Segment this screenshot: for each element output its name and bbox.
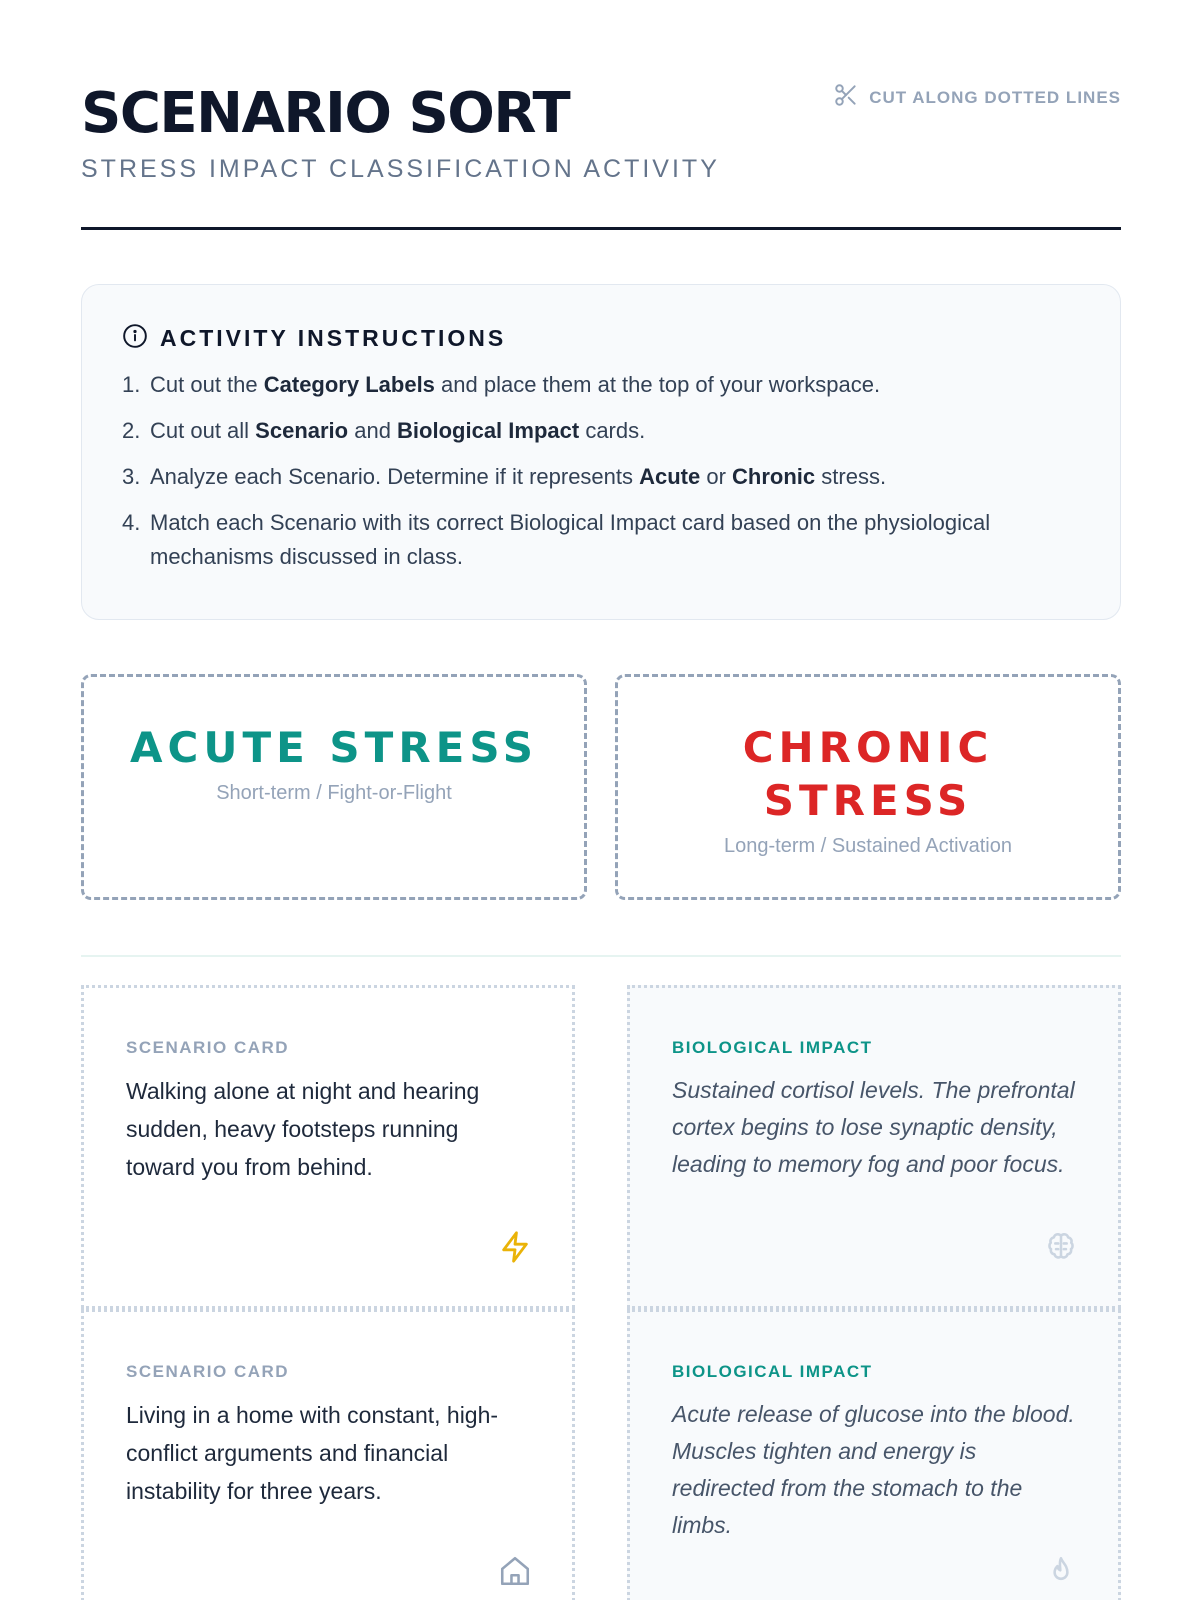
instructions-header xyxy=(122,323,1080,354)
cut-hint-label: CUT ALONG DOTTED LINES xyxy=(869,87,1121,107)
instruction-steps xyxy=(122,368,1080,574)
category-subtitle-chronic: Long-term / Sustained Activation xyxy=(724,835,1012,857)
step-number: 2. xyxy=(122,418,141,443)
header xyxy=(81,82,1121,230)
step-number: 4. xyxy=(122,510,141,535)
step-text: Analyze each Scenario. Determine if it represents Acute or Chronic stress. xyxy=(150,464,887,489)
category-title-acute: ACUTE STRESS xyxy=(130,723,538,772)
page-subtitle: STRESS IMPACT CLASSIFICATION ACTIVITY xyxy=(81,155,720,183)
category-card-chronic xyxy=(615,674,1121,900)
lightning-icon xyxy=(498,1230,532,1264)
page-title: SCENARIO SORT xyxy=(81,81,570,146)
card-label: SCENARIO CARD xyxy=(126,1038,290,1057)
card-text: Living in a home with constant, high-conflict arguments and financial instability for three years. xyxy=(126,1402,499,1504)
section-divider xyxy=(81,955,1121,957)
instruction-step xyxy=(122,460,1080,494)
step-text: Cut out all Scenario and Biological Impact cards. xyxy=(150,418,646,443)
biological-impact-card xyxy=(627,985,1121,1309)
home-icon xyxy=(498,1554,532,1588)
step-number: 1. xyxy=(122,372,141,397)
instructions-title: ACTIVITY INSTRUCTIONS xyxy=(160,325,507,351)
card-grid xyxy=(81,985,1121,1600)
scenario-card xyxy=(81,1309,575,1600)
card-text: Acute release of glucose into the blood. Muscles tighten and energy is redirected from the stomach to the limbs. xyxy=(672,1401,1075,1538)
biological-impact-card xyxy=(627,1309,1121,1600)
category-subtitle-acute: Short-term / Fight-or-Flight xyxy=(216,782,452,804)
card-label: BIOLOGICAL IMPACT xyxy=(672,1362,873,1381)
card-text: Sustained cortisol levels. The prefrontal cortex begins to lose synaptic density, leading to memory fog and poor focus. xyxy=(672,1077,1075,1177)
card-text: Walking alone at night and hearing sudden, heavy footsteps running toward you from behind. xyxy=(126,1078,480,1180)
category-card-acute xyxy=(81,674,587,900)
brain-icon xyxy=(1044,1230,1078,1264)
instruction-step xyxy=(122,506,1080,574)
instruction-step xyxy=(122,414,1080,448)
category-title-chronic: CHRONIC STRESS xyxy=(742,723,994,825)
scissors-icon xyxy=(833,82,859,113)
step-text: Cut out the Category Labels and place them at the top of your workspace. xyxy=(150,372,881,397)
card-label: SCENARIO CARD xyxy=(126,1362,290,1381)
category-labels xyxy=(81,674,1121,900)
instructions-panel xyxy=(81,284,1121,620)
info-icon xyxy=(122,323,148,354)
card-label: BIOLOGICAL IMPACT xyxy=(672,1038,873,1057)
instruction-step xyxy=(122,368,1080,402)
step-text: Match each Scenario with its correct Biological Impact card based on the physiological mechanisms discussed in class. xyxy=(150,510,991,569)
scenario-card xyxy=(81,985,575,1309)
step-number: 3. xyxy=(122,464,141,489)
cut-hint xyxy=(833,82,1121,113)
worksheet-page xyxy=(81,0,1121,1600)
flame-icon xyxy=(1044,1554,1078,1588)
